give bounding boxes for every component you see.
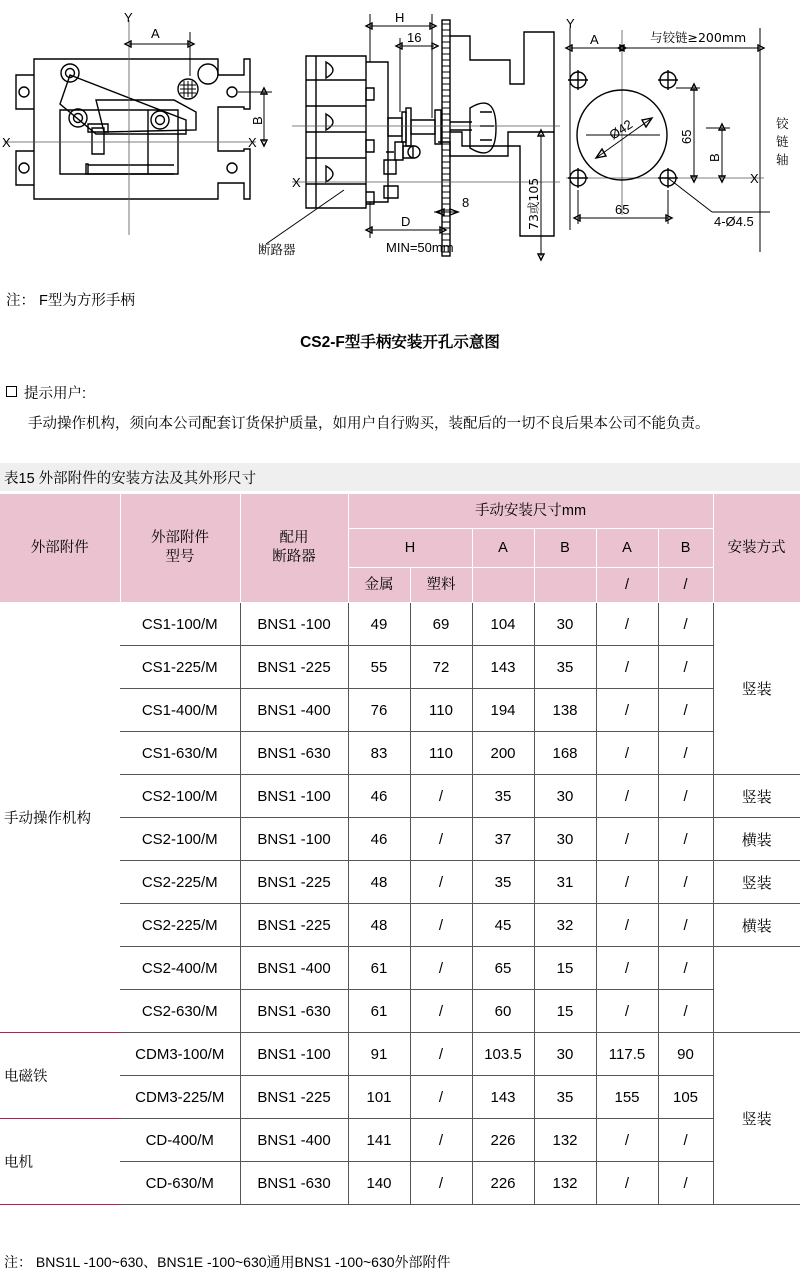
cell-breaker: BNS1 -630	[240, 990, 348, 1033]
cell-mount	[713, 947, 800, 1033]
cell-b2: /	[658, 1162, 713, 1205]
cell-h-plastic: /	[410, 1033, 472, 1076]
cell-h-plastic: /	[410, 818, 472, 861]
cell-breaker: BNS1 -630	[240, 732, 348, 775]
cell-h-plastic: /	[410, 1162, 472, 1205]
drawings-svg	[0, 0, 800, 272]
header-sub-blank-a1	[472, 568, 534, 603]
label-hinge-axis-right-2: 链	[776, 134, 789, 149]
label-breaker-middle: 断路器	[258, 242, 296, 257]
tip-body-text: 手动操作机构，须向本公司配套订货保护质量，如用户自行购买，装配后的一切不良后果本公司不能负责。	[28, 416, 710, 432]
header-breaker-line2: 断路器	[272, 549, 316, 565]
header-breaker-line1: 配用	[279, 530, 309, 547]
cell-b2: /	[658, 603, 713, 646]
cell-a1: 103.5	[472, 1033, 534, 1076]
cell-h-metal: 141	[348, 1119, 410, 1162]
cell-h-metal: 46	[348, 775, 410, 818]
cell-h-metal: 49	[348, 603, 410, 646]
cell-model: CS1-400/M	[120, 689, 240, 732]
label-16-middle: 16	[407, 30, 422, 45]
cell-a2: /	[596, 1162, 658, 1205]
header-mount: 安装方式	[713, 494, 800, 603]
cell-a2: /	[596, 732, 658, 775]
label-holes-right: 4-Ø4.5	[714, 214, 754, 229]
cell-a1: 226	[472, 1119, 534, 1162]
label-d-middle: D	[401, 214, 411, 229]
label-hinge-dim-right: 与铰链≥200mm	[650, 30, 747, 45]
label-x-right: X	[750, 171, 759, 186]
cell-a1: 65	[472, 947, 534, 990]
cell-breaker: BNS1 -225	[240, 861, 348, 904]
cell-mount: 竖装	[713, 603, 800, 775]
header-model-line2: 型号	[165, 549, 195, 565]
cell-a2: /	[596, 646, 658, 689]
cell-h-metal: 61	[348, 990, 410, 1033]
label-a-right: A	[590, 32, 599, 47]
cell-breaker: BNS1 -225	[240, 1076, 348, 1119]
cell-a2: /	[596, 603, 658, 646]
cell-b2: /	[658, 818, 713, 861]
table-row	[0, 732, 800, 775]
cell-b1: 138	[534, 689, 596, 732]
cell-h-plastic: /	[410, 904, 472, 947]
cell-b2: /	[658, 1119, 713, 1162]
cell-a1: 104	[472, 603, 534, 646]
header-sub-a1: A	[472, 529, 534, 568]
cell-h-metal: 48	[348, 904, 410, 947]
cell-b2: /	[658, 904, 713, 947]
header-row-1	[0, 494, 800, 529]
cell-model: CS2-100/M	[120, 775, 240, 818]
cell-a2: /	[596, 990, 658, 1033]
cell-b2: /	[658, 775, 713, 818]
cell-a1: 35	[472, 775, 534, 818]
cell-b2: /	[658, 990, 713, 1033]
header-sub-metal: 金属	[348, 568, 410, 603]
tip-header-row	[6, 382, 86, 403]
table-row	[0, 1162, 800, 1205]
cell-a2: 155	[596, 1076, 658, 1119]
cell-h-plastic: /	[410, 775, 472, 818]
tip-header-text: 提示用户:	[24, 386, 87, 402]
cell-a2: /	[596, 947, 658, 990]
cell-b1: 168	[534, 732, 596, 775]
square-bullet-icon	[6, 386, 17, 397]
header-model	[120, 494, 240, 603]
cell-model: CS2-630/M	[120, 990, 240, 1033]
cell-category: 电磁铁	[0, 1033, 120, 1119]
cell-b1: 30	[534, 818, 596, 861]
table-title-bar	[0, 463, 800, 491]
drawing-left-view	[2, 10, 272, 235]
cell-breaker: BNS1 -630	[240, 1162, 348, 1205]
cell-a1: 194	[472, 689, 534, 732]
note-f-type: 注： F型为方形手柄	[6, 293, 135, 309]
cell-a1: 143	[472, 646, 534, 689]
cell-a2: /	[596, 861, 658, 904]
label-8-middle: 8	[462, 195, 470, 210]
cell-mount: 竖装	[713, 1033, 800, 1205]
cell-b2: /	[658, 689, 713, 732]
cell-b2: 90	[658, 1033, 713, 1076]
cell-model: CD-400/M	[120, 1119, 240, 1162]
label-x-middle: X	[292, 175, 301, 190]
cell-b2: 105	[658, 1076, 713, 1119]
table-row	[0, 689, 800, 732]
cell-a2: /	[596, 1119, 658, 1162]
label-diameter-right: Ø42	[606, 116, 636, 143]
cell-breaker: BNS1 -400	[240, 689, 348, 732]
cell-b2: /	[658, 947, 713, 990]
cell-mount: 竖装	[713, 775, 800, 818]
cell-h-metal: 140	[348, 1162, 410, 1205]
cell-breaker: BNS1 -100	[240, 818, 348, 861]
cell-a1: 143	[472, 1076, 534, 1119]
cell-a1: 45	[472, 904, 534, 947]
cell-model: CD-630/M	[120, 1162, 240, 1205]
cell-breaker: BNS1 -400	[240, 947, 348, 990]
label-65-v-right: 65	[679, 129, 694, 144]
technical-drawings	[0, 0, 800, 272]
table-row	[0, 646, 800, 689]
cell-h-metal: 46	[348, 818, 410, 861]
cell-a1: 35	[472, 861, 534, 904]
table-row	[0, 1033, 800, 1076]
table-head	[0, 494, 800, 603]
cell-a1: 37	[472, 818, 534, 861]
cell-b1: 30	[534, 1033, 596, 1076]
table-row	[0, 603, 800, 646]
cell-a2: /	[596, 818, 658, 861]
cell-a1: 226	[472, 1162, 534, 1205]
cell-h-plastic: /	[410, 861, 472, 904]
figure-caption: CS2-F型手柄安装开孔示意图	[300, 334, 500, 351]
header-accessory: 外部附件	[0, 494, 120, 603]
cell-model: CS2-100/M	[120, 818, 240, 861]
cell-model: CS1-100/M	[120, 603, 240, 646]
cell-h-plastic: /	[410, 990, 472, 1033]
header-sub-slash-b2: /	[658, 568, 713, 603]
cell-b1: 32	[534, 904, 596, 947]
cell-b1: 35	[534, 1076, 596, 1119]
table-row	[0, 990, 800, 1033]
cell-b1: 15	[534, 990, 596, 1033]
cell-mount: 竖装	[713, 861, 800, 904]
header-sub-blank-b1	[534, 568, 596, 603]
cell-breaker: BNS1 -400	[240, 1119, 348, 1162]
cell-h-metal: 61	[348, 947, 410, 990]
cell-h-metal: 83	[348, 732, 410, 775]
cell-h-plastic: 72	[410, 646, 472, 689]
table-footnote: 注： BNS1L -100~630、BNS1E -100~630通用BNS1 -100~630外部附件	[4, 1254, 451, 1270]
cell-h-plastic: 110	[410, 732, 472, 775]
cell-b1: 132	[534, 1162, 596, 1205]
table-body	[0, 603, 800, 1205]
cell-h-metal: 101	[348, 1076, 410, 1119]
cell-model: CDM3-225/M	[120, 1076, 240, 1119]
cell-b1: 30	[534, 775, 596, 818]
header-sub-a2: A	[596, 529, 658, 568]
header-sub-slash-a2: /	[596, 568, 658, 603]
cell-b1: 35	[534, 646, 596, 689]
cell-breaker: BNS1 -225	[240, 904, 348, 947]
cell-mount: 横装	[713, 818, 800, 861]
label-hinge-axis-right: 铰	[776, 116, 789, 131]
cell-h-metal: 76	[348, 689, 410, 732]
cell-a2: /	[596, 689, 658, 732]
cell-a2: /	[596, 904, 658, 947]
cell-a2: 117.5	[596, 1033, 658, 1076]
label-b-left: B	[250, 116, 265, 125]
cell-breaker: BNS1 -100	[240, 1033, 348, 1076]
header-sub-b2: B	[658, 529, 713, 568]
label-b-right: B	[707, 153, 722, 162]
drawing-right-view	[566, 16, 789, 252]
cell-h-plastic: /	[410, 947, 472, 990]
cell-a1: 60	[472, 990, 534, 1033]
label-y-right: Y	[566, 16, 575, 31]
cell-b2: /	[658, 861, 713, 904]
cell-h-plastic: 69	[410, 603, 472, 646]
label-height-middle: 73或105	[526, 177, 541, 230]
cell-model: CDM3-100/M	[120, 1033, 240, 1076]
label-min-middle: MIN=50mm	[386, 240, 454, 255]
table-row	[0, 1119, 800, 1162]
cell-breaker: BNS1 -100	[240, 603, 348, 646]
cell-category: 电机	[0, 1119, 120, 1205]
cell-h-metal: 48	[348, 861, 410, 904]
label-a-left: A	[151, 26, 160, 41]
cell-breaker: BNS1 -100	[240, 775, 348, 818]
table-row	[0, 947, 800, 990]
cell-breaker: BNS1 -225	[240, 646, 348, 689]
label-65-h-right: 65	[615, 202, 630, 217]
cell-b2: /	[658, 646, 713, 689]
header-sub-plastic: 塑料	[410, 568, 472, 603]
table-row	[0, 861, 800, 904]
cell-h-metal: 55	[348, 646, 410, 689]
cell-category: 手动操作机构	[0, 603, 120, 1033]
label-y-left: Y	[124, 10, 133, 25]
cell-model: CS2-225/M	[120, 904, 240, 947]
label-hinge-axis-right-3: 轴	[776, 152, 789, 167]
cell-model: CS1-630/M	[120, 732, 240, 775]
drawing-middle-view	[258, 10, 560, 260]
cell-model: CS2-400/M	[120, 947, 240, 990]
table-row	[0, 904, 800, 947]
cell-b1: 132	[534, 1119, 596, 1162]
cell-h-plastic: 110	[410, 689, 472, 732]
cell-h-plastic: /	[410, 1119, 472, 1162]
cell-b1: 15	[534, 947, 596, 990]
cell-b1: 30	[534, 603, 596, 646]
spec-table	[0, 493, 800, 1205]
header-sub-h: H	[348, 529, 472, 568]
label-x-left-1: X	[2, 135, 11, 150]
cell-a1: 200	[472, 732, 534, 775]
cell-h-plastic: /	[410, 1076, 472, 1119]
label-x-left-2: X	[248, 135, 257, 150]
table-row	[0, 775, 800, 818]
header-breaker	[240, 494, 348, 603]
label-h-middle: H	[395, 10, 405, 25]
header-group-manual: 手动安装尺寸mm	[348, 494, 713, 529]
cell-b1: 31	[534, 861, 596, 904]
cell-h-metal: 91	[348, 1033, 410, 1076]
header-model-line1: 外部附件	[151, 530, 209, 547]
cell-model: CS1-225/M	[120, 646, 240, 689]
header-sub-b1: B	[534, 529, 596, 568]
cell-model: CS2-225/M	[120, 861, 240, 904]
cell-b2: /	[658, 732, 713, 775]
cell-a2: /	[596, 775, 658, 818]
table-row	[0, 818, 800, 861]
table-row	[0, 1076, 800, 1119]
cell-mount: 横装	[713, 904, 800, 947]
table-title-text: 表15 外部附件的安装方法及其外形尺寸	[4, 470, 257, 487]
